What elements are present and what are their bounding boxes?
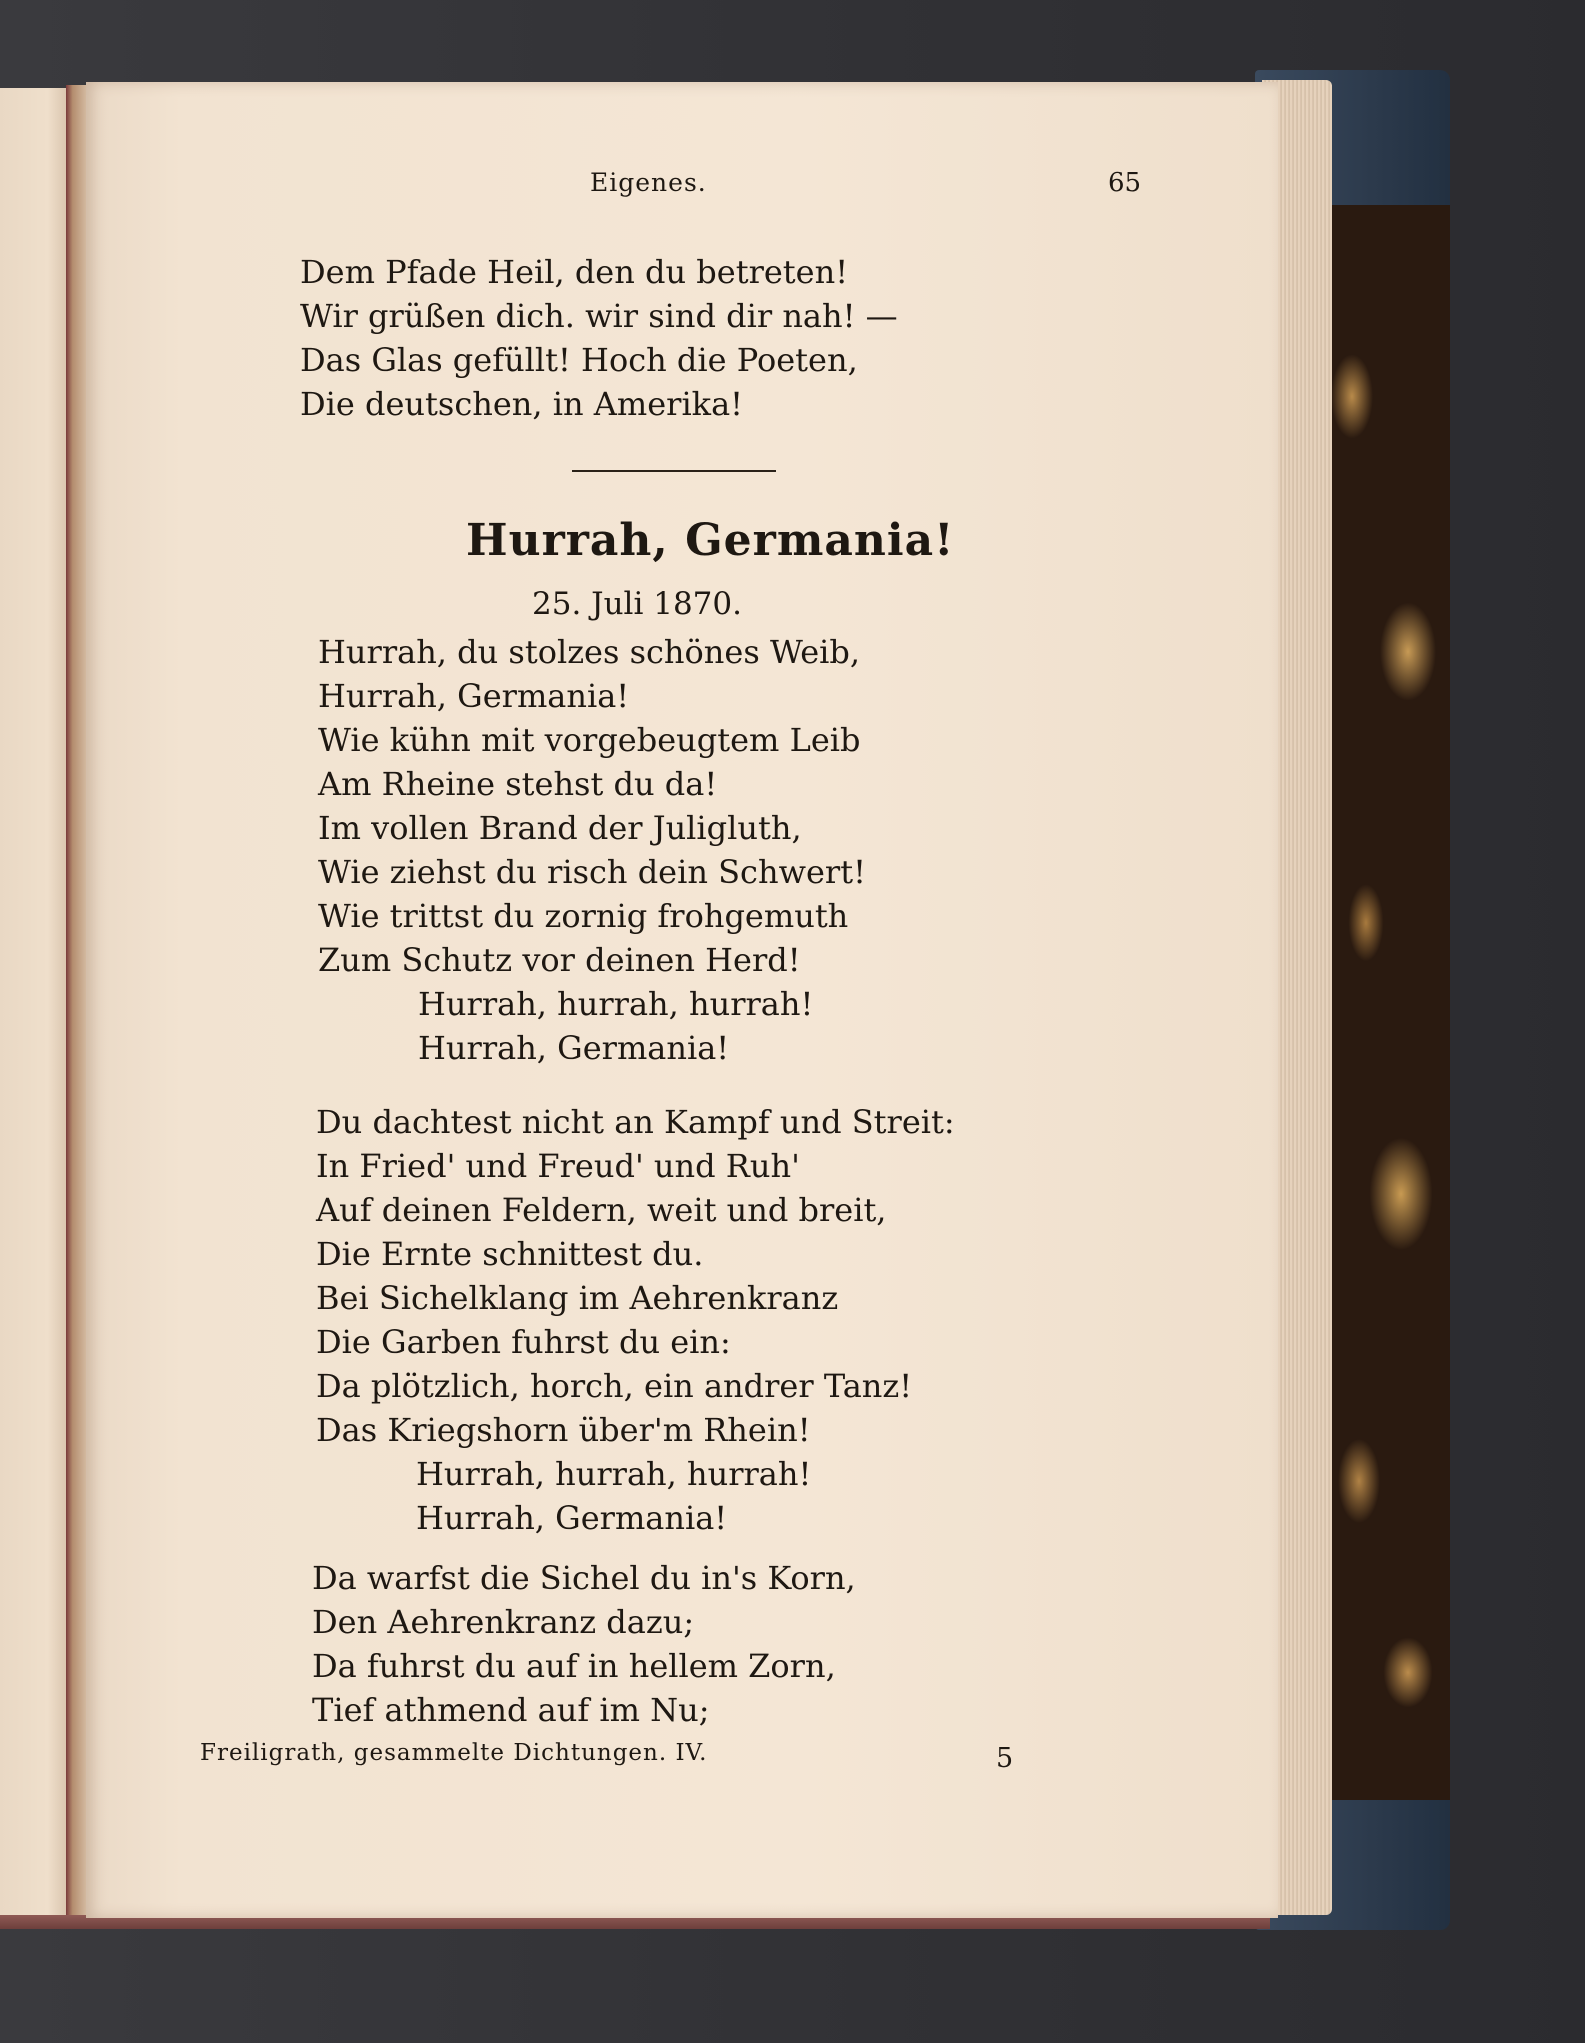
sheet-number: 5 (996, 1743, 1014, 1774)
stanza (316, 1100, 955, 1540)
previous-poem-ending (300, 250, 898, 426)
verse-line: Da warfst die Sichel du in's Korn, (312, 1559, 856, 1597)
verse-line: Auf deinen Feldern, weit und breit, (316, 1191, 887, 1229)
verse-line: Wir grüßen dich. wir sind dir nah! — (300, 297, 898, 335)
verse-line: Da plötzlich, horch, ein andrer Tanz! (316, 1367, 913, 1405)
verse-line: Die deutschen, in Amerika! (300, 385, 743, 423)
left-page-edge (0, 88, 68, 1923)
verse-line: Du dachtest nicht an Kampf und Streit: (316, 1103, 955, 1141)
refrain-line: Hurrah, hurrah, hurrah! (418, 985, 814, 1023)
stanza (318, 630, 866, 1070)
verse-line: Am Rheine stehst du da! (318, 765, 718, 803)
verse-line: Den Aehrenkranz dazu; (312, 1603, 695, 1641)
verse-line: Die Garben fuhrst du ein: (316, 1323, 731, 1361)
verse-line: Die Ernte schnittest du. (316, 1235, 704, 1273)
verse-line: Tief athmend auf im Nu; (312, 1691, 710, 1729)
verse-line: Hurrah, Germania! (318, 677, 630, 715)
page-number: 65 (1108, 168, 1142, 198)
verse-line: Das Kriegshorn über'm Rhein! (316, 1411, 811, 1449)
verse-line: Hurrah, du stolzes schönes Weib, (318, 633, 861, 671)
refrain-line: Hurrah, hurrah, hurrah! (416, 1455, 812, 1493)
verse-line: Wie ziehst du risch dein Schwert! (318, 853, 866, 891)
verse-line: Zum Schutz vor deinen Herd! (318, 941, 801, 979)
verse-line: Wie trittst du zornig frohgemuth (318, 897, 849, 935)
running-head: Eigenes. (590, 168, 707, 197)
verse-line: Bei Sichelklang im Aehrenkranz (316, 1279, 839, 1317)
verse-line: Wie kühn mit vorgebeugtem Leib (318, 721, 861, 759)
printer-signature: Freiligrath, gesammelte Dichtungen. IV. (200, 1740, 708, 1766)
poem-title: Hurrah, Germania! (466, 515, 955, 566)
verse-line: Im vollen Brand der Juligluth, (318, 809, 802, 847)
stanza (312, 1556, 856, 1732)
book-gutter (66, 85, 88, 1925)
poem-date: 25. Juli 1870. (532, 586, 742, 622)
verse-line: Da fuhrst du auf in hellem Zorn, (312, 1647, 836, 1685)
verse-line: Das Glas gefüllt! Hoch die Poeten, (300, 341, 858, 379)
refrain-line: Hurrah, Germania! (416, 1499, 728, 1537)
verse-line: Dem Pfade Heil, den du betreten! (300, 253, 849, 291)
verse-line: In Fried' und Freud' und Ruh' (316, 1147, 800, 1185)
refrain-line: Hurrah, Germania! (418, 1029, 730, 1067)
section-divider (572, 470, 776, 472)
